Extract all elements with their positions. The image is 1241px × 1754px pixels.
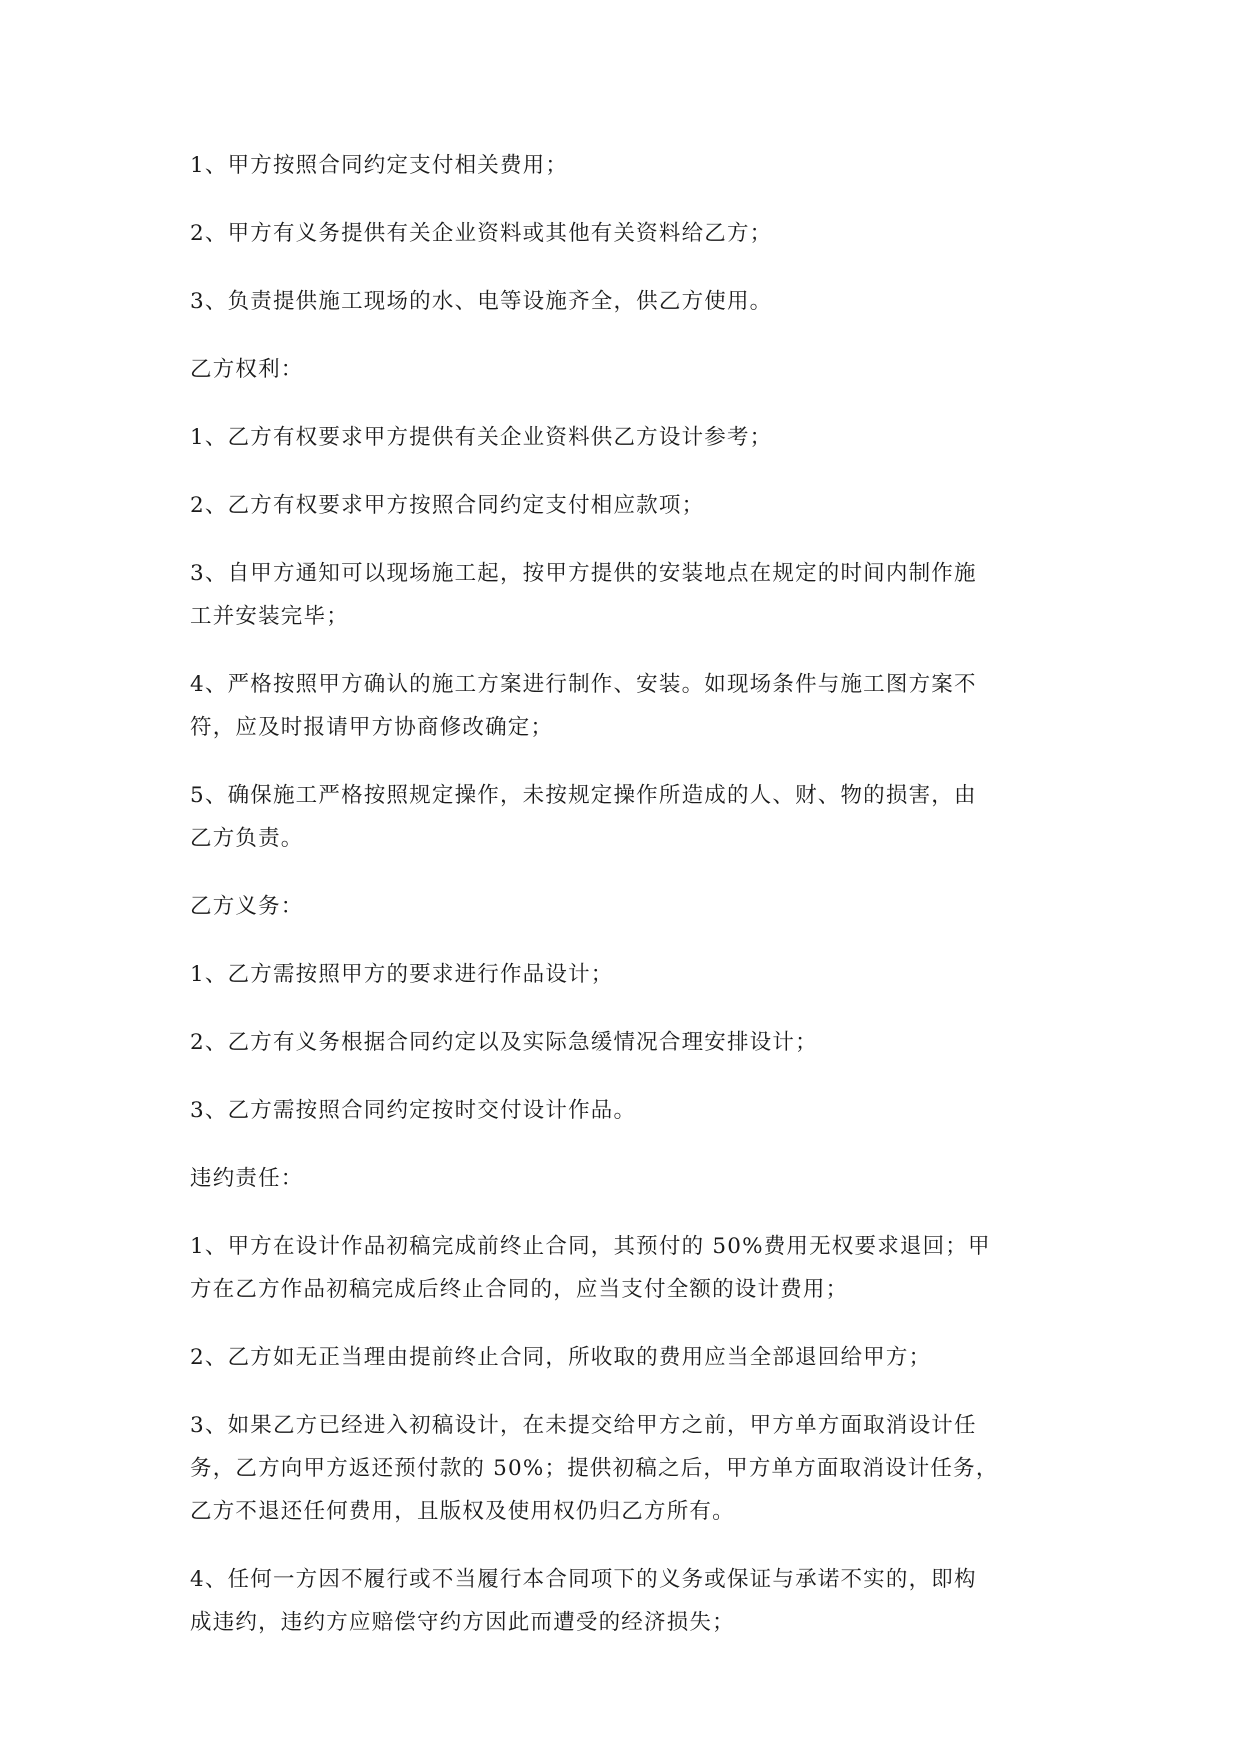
- text-line: 3、如果乙方已经进入初稿设计，在未提交给甲方之前，甲方单方面取消设计任: [190, 1413, 977, 1438]
- text-line: 1、甲方在设计作品初稿完成前终止合同，其预付的 50%费用无权要求退回；甲: [190, 1234, 991, 1259]
- text-line: 1、乙方有权要求甲方提供有关企业资料供乙方设计参考；: [190, 425, 773, 450]
- text-line: 方在乙方作品初稿完成后终止合同的，应当支付全额的设计费用；: [190, 1277, 849, 1302]
- text-line: 1、乙方需按照甲方的要求进行作品设计；: [190, 962, 614, 987]
- text-line: 2、甲方有义务提供有关企业资料或其他有关资料给乙方；: [190, 221, 773, 246]
- text-line: 乙方权利：: [190, 357, 304, 382]
- text-line: 2、乙方有权要求甲方按照合同约定支付相应款项；: [190, 493, 705, 518]
- paragraph: [190, 1021, 1060, 1064]
- text-line: 2、乙方如无正当理由提前终止合同，所收取的费用应当全部退回给甲方；: [190, 1345, 932, 1370]
- section-heading: [190, 885, 1060, 928]
- paragraph: [190, 280, 1060, 323]
- text-line: 1、甲方按照合同约定支付相关费用；: [190, 153, 569, 178]
- paragraph: [190, 212, 1060, 255]
- section-heading: [190, 1157, 1060, 1200]
- paragraph: [190, 484, 1060, 527]
- text-line: 成违约，违约方应赔偿守约方因此而遭受的经济损失；: [190, 1610, 735, 1635]
- paragraph: [190, 1404, 1060, 1533]
- text-line: 2、乙方有义务根据合同约定以及实际急缓情况合理安排设计；: [190, 1030, 818, 1055]
- text-line: 乙方不退还任何费用，且版权及使用权仍归乙方所有。: [190, 1499, 735, 1524]
- paragraph: [190, 416, 1060, 459]
- paragraph: [190, 774, 1060, 860]
- text-line: 3、负责提供施工现场的水、电等设施齐全，供乙方使用。: [190, 289, 773, 314]
- text-line: 3、乙方需按照合同约定按时交付设计作品。: [190, 1098, 637, 1123]
- paragraph: [190, 1558, 1060, 1644]
- text-line: 务，乙方向甲方返还预付款的 50%；提供初稿之后，甲方单方面取消设计任务，: [190, 1456, 999, 1481]
- paragraph: [190, 663, 1060, 749]
- text-line: 工并安装完毕；: [190, 604, 349, 629]
- document-body: [190, 144, 1060, 1669]
- paragraph: [190, 552, 1060, 638]
- text-line: 4、严格按照甲方确认的施工方案进行制作、安装。如现场条件与施工图方案不: [190, 672, 977, 697]
- paragraph: [190, 1089, 1060, 1132]
- text-line: 3、自甲方通知可以现场施工起，按甲方提供的安装地点在规定的时间内制作施: [190, 561, 977, 586]
- paragraph: [190, 953, 1060, 996]
- text-line: 符，应及时报请甲方协商修改确定；: [190, 715, 554, 740]
- text-line: 违约责任：: [190, 1166, 304, 1191]
- paragraph: [190, 1336, 1060, 1379]
- text-line: 乙方负责。: [190, 826, 304, 851]
- text-line: 乙方义务：: [190, 894, 304, 919]
- paragraph: [190, 1225, 1060, 1311]
- paragraph: [190, 144, 1060, 187]
- section-heading: [190, 348, 1060, 391]
- text-line: 4、任何一方因不履行或不当履行本合同项下的义务或保证与承诺不实的，即构: [190, 1567, 977, 1592]
- text-line: 5、确保施工严格按照规定操作，未按规定操作所造成的人、财、物的损害，由: [190, 783, 977, 808]
